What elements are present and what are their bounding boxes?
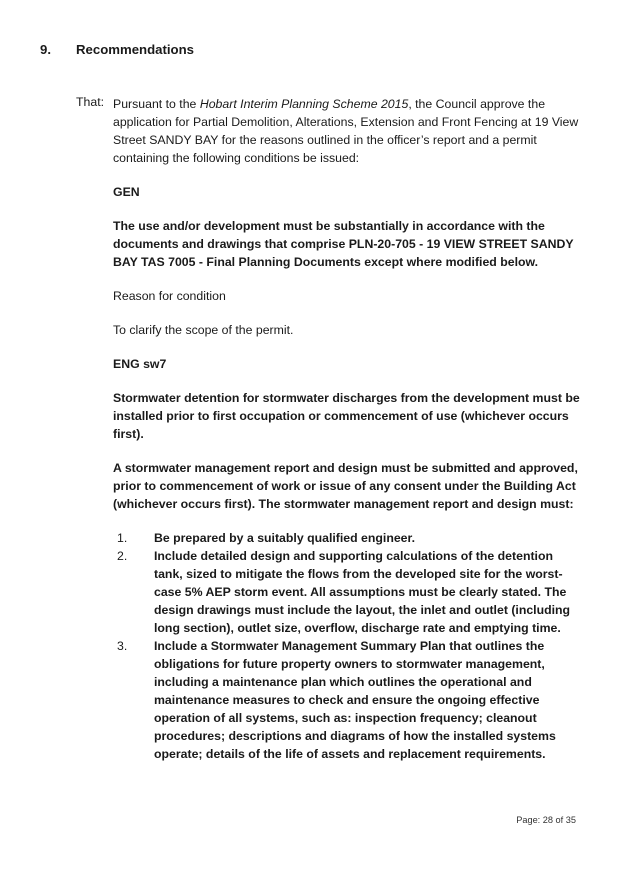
list-item-text: Include a Stormwater Management Summary Plan that outlines the obligations for future property owners to stormwater management, including a maintenance plan which outlines the operational and maintenance measures to check and ensure the ongoing effective operation of all systems, such as: inspection frequency; cleanout procedures; descriptions and diagrams of how the installed systems operate; details of the life of assets and replacement requirements. bbox=[154, 639, 556, 761]
section-heading bbox=[40, 42, 194, 57]
list-item-text: Be prepared by a suitably qualified engineer. bbox=[154, 531, 416, 545]
intro-paragraph bbox=[113, 95, 583, 167]
that-label: That: bbox=[76, 95, 105, 109]
planning-scheme-name: Hobart Interim Planning Scheme 2015 bbox=[199, 97, 409, 111]
gen-reason-text: To clarify the scope of the permit. bbox=[113, 323, 294, 337]
list-item-number: 2. bbox=[117, 549, 128, 563]
eng-condition-text-1: Stormwater detention for stormwater discharges from the development must be installed prior to first occupation or commencement of use (whichever occurs first). bbox=[113, 391, 580, 441]
section-title: Recommendations bbox=[76, 42, 194, 57]
gen-reason-label: Reason for condition bbox=[113, 289, 226, 303]
list-item-number: 3. bbox=[117, 639, 128, 653]
recommendation-body bbox=[113, 95, 583, 763]
list-item bbox=[113, 529, 583, 547]
intro-text-end: , the Council approve the application for Partial Demolition, Alterations, Extension and Front Fencing at 19 View Street SANDY BAY for the reasons outlined in the officer’s report and a permit containing the following conditions be issued: bbox=[113, 97, 579, 165]
list-item-text: Include detailed design and supporting calculations of the detention tank, sized to mitigate the flows from the developed site for the worst-case 5% AEP storm event. All assumptions must be clearly stated. The design drawings must include the layout, the inlet and outlet (including long section), outlet size, overflow, discharge rate and emptying time. bbox=[154, 549, 571, 635]
page-number: Page: 28 of 35 bbox=[516, 815, 576, 825]
list-item-number: 1. bbox=[117, 531, 128, 545]
list-item bbox=[113, 637, 583, 763]
section-number: 9. bbox=[40, 42, 51, 57]
requirements-list bbox=[113, 529, 583, 763]
list-item bbox=[113, 547, 583, 637]
eng-condition-code: ENG sw7 bbox=[113, 357, 167, 371]
gen-condition-text: The use and/or development must be substantially in accordance with the documents and drawings that comprise PLN-20-705 - 19 VIEW STREET SANDY BAY TAS 7005 - Final Planning Documents except where modified below. bbox=[113, 219, 574, 269]
eng-condition-text-2: A stormwater management report and design must be submitted and approved, prior to commencement of work or issue of any consent under the Building Act (whichever occurs first). The stormwater management report and design must: bbox=[113, 461, 578, 511]
intro-text-start: Pursuant to the bbox=[113, 97, 200, 111]
gen-condition-code: GEN bbox=[113, 185, 140, 199]
